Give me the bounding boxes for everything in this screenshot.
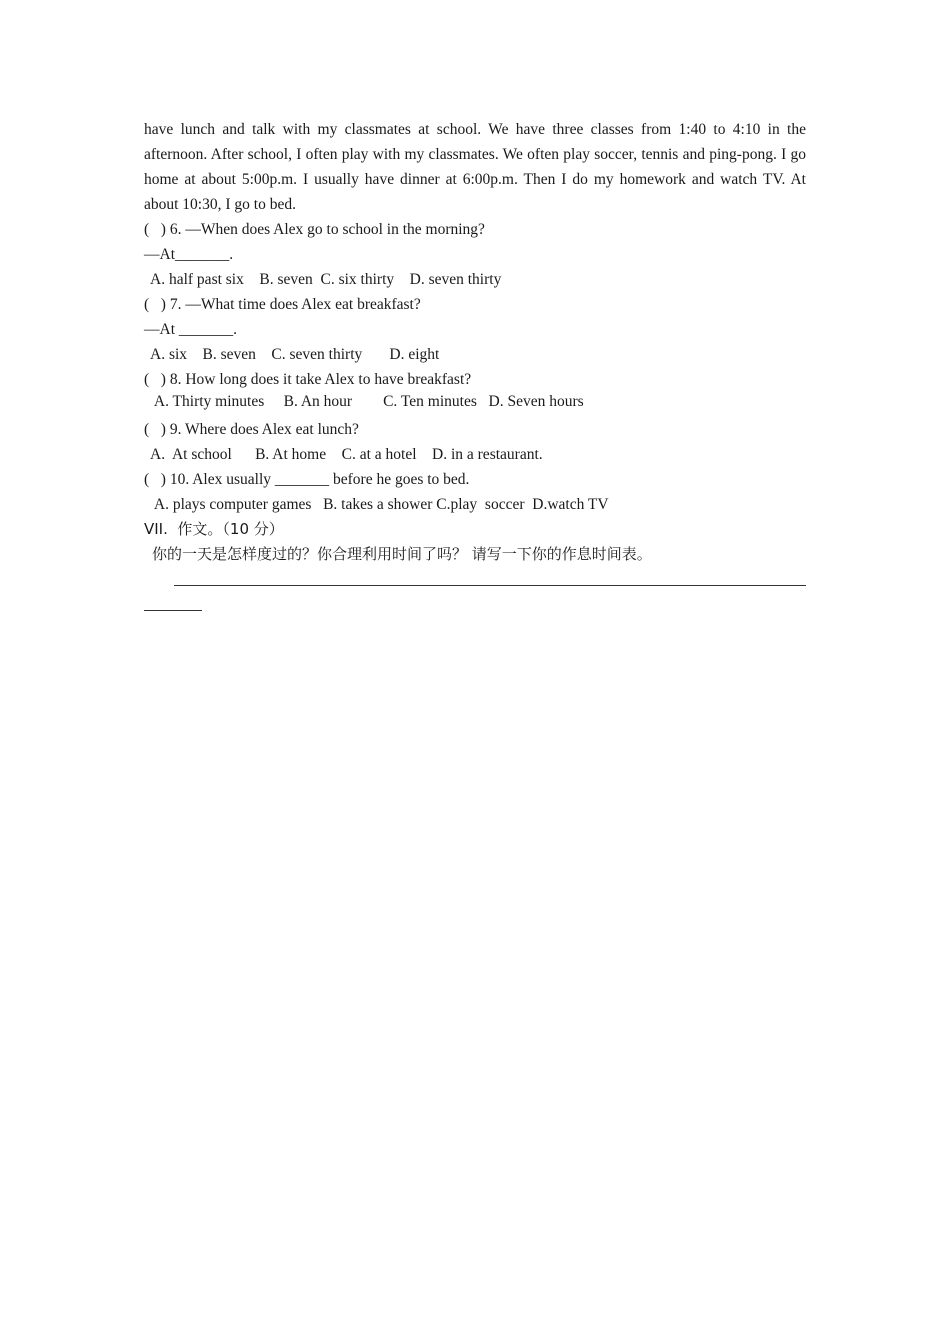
section-heading: VII. 作文。（10 分）	[144, 520, 284, 538]
worksheet-page	[144, 117, 806, 611]
question-stem: ( ) 8. How long does it take Alex to have breakfast?	[144, 371, 472, 388]
writing-section	[144, 517, 806, 611]
question-stem: ( ) 9. Where does Alex eat lunch?	[144, 421, 359, 438]
writing-answer-line-end[interactable]	[144, 610, 202, 611]
question-7	[144, 292, 806, 367]
question-stem: ( ) 7. —What time does Alex eat breakfast?	[144, 296, 421, 313]
answer-options: A. At school B. At home C. at a hotel D. in a restaurant.	[147, 446, 543, 463]
question-6	[144, 217, 806, 292]
question-stem: ( ) 6. —When does Alex go to school in the morning?	[144, 221, 485, 238]
writing-prompt: 你的一天是怎样度过的？你合理利用时间了吗？ 请写一下你的作息时间表。	[152, 545, 652, 563]
answer-blank-line: —At_______.	[144, 246, 234, 263]
answer-options: A. plays computer games B. takes a shower C.play soccer D.watch TV	[147, 496, 609, 513]
question-8	[144, 367, 806, 412]
answer-blank-line: —At _______.	[144, 321, 237, 338]
answer-options: A. half past six B. seven C. six thirty D. seven thirty	[147, 271, 502, 288]
question-stem: ( ) 10. Alex usually _______ before he goes to bed.	[144, 471, 470, 488]
answer-options: A. Thirty minutes B. An hour C. Ten minutes D. Seven hours	[147, 393, 584, 410]
question-9	[144, 417, 806, 467]
answer-options: A. six B. seven C. seven thirty D. eight	[147, 346, 440, 363]
reading-passage: have lunch and talk with my classmates at school. We have three classes from 1:40 to 4:10 in the afternoon. After school, I often play with my classmates. We often play soccer, tennis and ping-pong. I go home at about 5:00p.m. I usually have dinner at 6:00p.m. Then I do my homework and watch TV. At about 10:30, I go to bed.	[144, 121, 806, 213]
question-10	[144, 467, 806, 517]
writing-answer-line[interactable]	[174, 585, 806, 586]
